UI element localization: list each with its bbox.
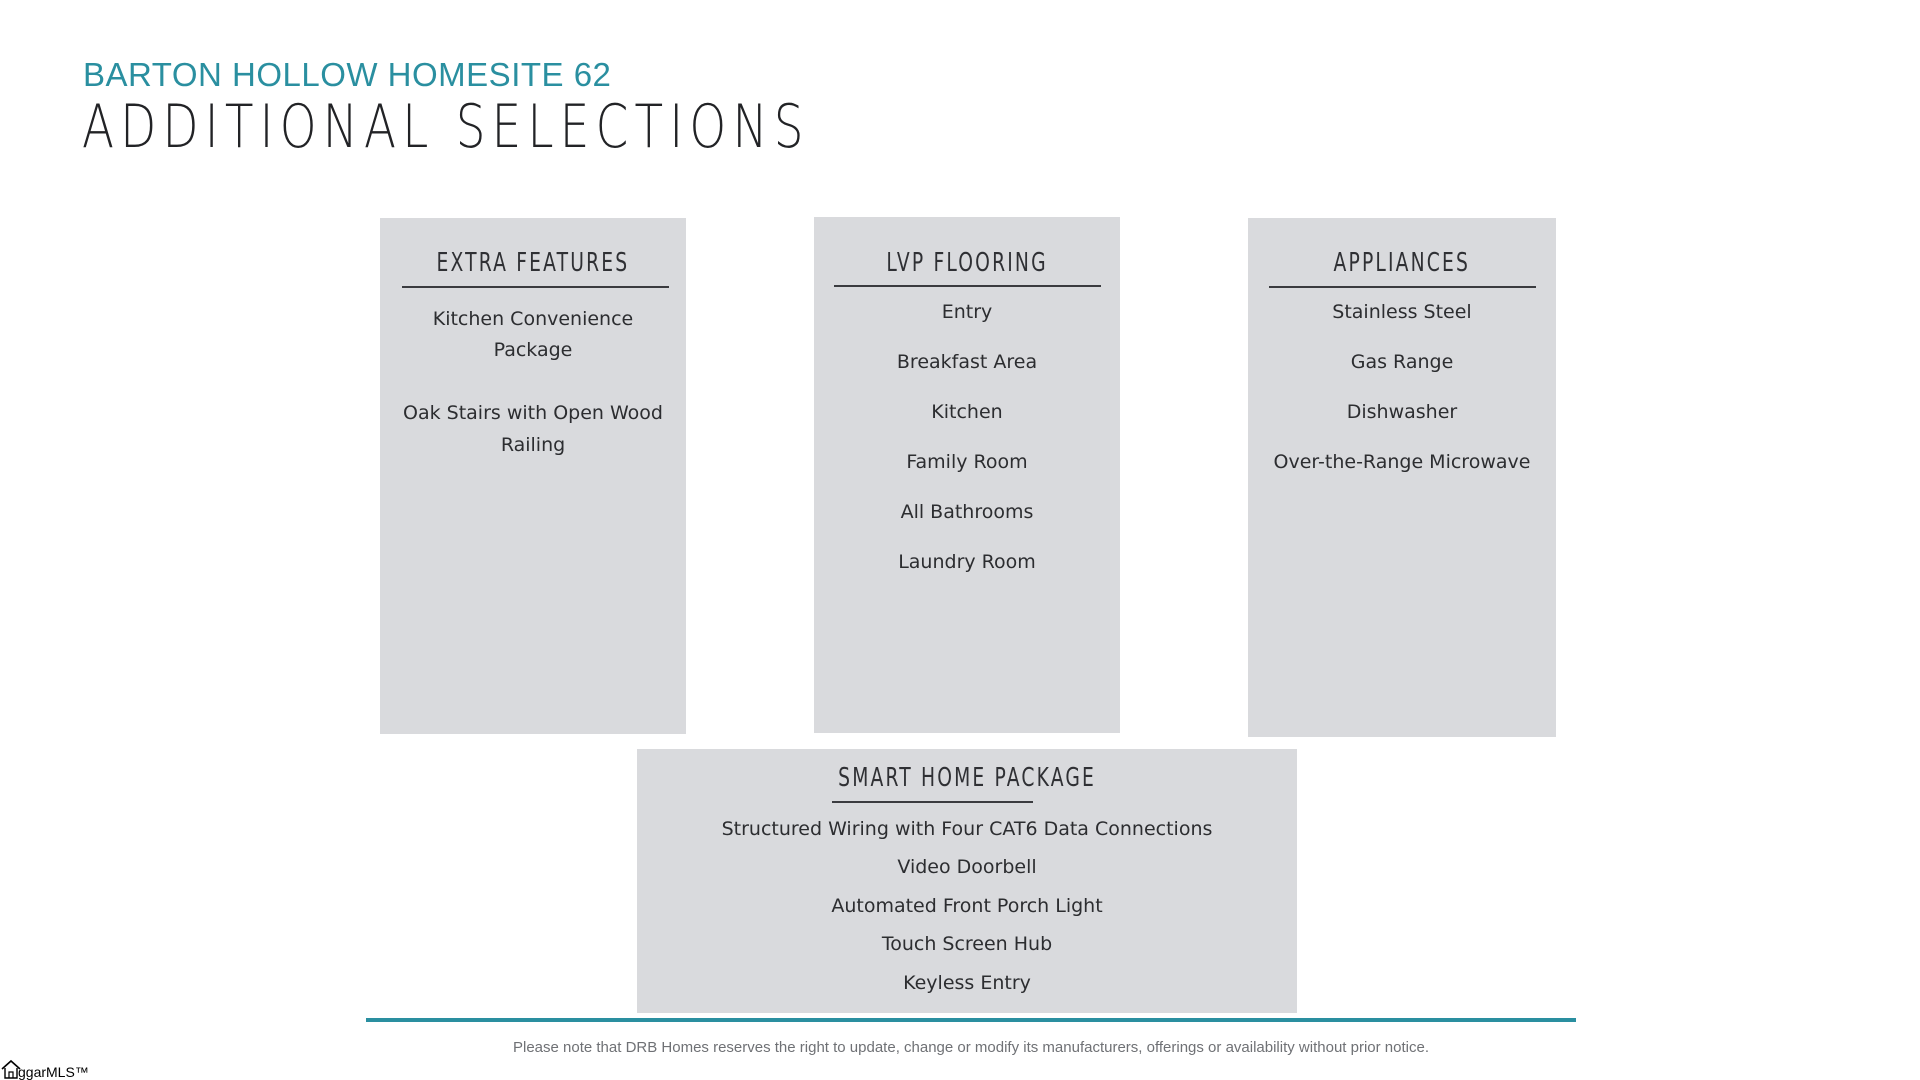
smart-home-panel [637,749,1297,1013]
lvp-flooring-divider [834,285,1101,287]
appliances-item: Dishwasher [1346,401,1458,423]
lvp-flooring-item: Kitchen [931,401,1003,423]
extra-features-item: Railing [500,434,566,456]
smart-home-item: Touch Screen Hub [881,933,1053,955]
smart-home-heading: SMART HOME PACKAGE [838,763,1096,793]
lvp-flooring-panel [814,217,1120,733]
smart-home-item: Structured Wiring with Four CAT6 Data Connections [721,818,1213,840]
smart-home-item: Keyless Entry [903,972,1031,994]
smart-home-item: Video Doorbell [897,856,1037,878]
appliances-item: Over-the-Range Microwave [1273,451,1531,473]
page-title: ADDITIONAL SELECTIONS [82,92,810,162]
extra-features-divider [402,286,669,288]
appliances-heading: APPLIANCES [1333,248,1471,278]
extra-features-item: Package [493,339,573,361]
appliances-panel [1248,218,1556,737]
lvp-flooring-item: Laundry Room [898,551,1036,573]
disclaimer-text: Please note that DRB Homes reserves the right to update, change or modify its manufacturers, offerings or availability without prior notice. [512,1039,1429,1056]
smart-home-item: Automated Front Porch Light [831,895,1103,917]
extra-features-item: Oak Stairs with Open Wood [403,402,663,424]
lvp-flooring-item: Family Room [906,451,1028,473]
lvp-flooring-item: Entry [941,301,993,323]
page-subtitle: BARTON HOLLOW HOMESITE 62 [83,56,612,93]
extra-features-heading: EXTRA FEATURES [436,248,630,278]
footer-divider [366,1018,1576,1022]
mls-logo [0,1058,89,1080]
extra-features-panel [380,218,686,734]
extra-features-item: Kitchen Convenience [432,308,634,330]
appliances-item: Gas Range [1350,351,1454,373]
lvp-flooring-item: Breakfast Area [896,351,1038,373]
appliances-item: Stainless Steel [1332,301,1472,323]
mls-logo-text: ggarMLS™ [18,1064,89,1080]
lvp-flooring-heading: LVP FLOORING [886,248,1048,278]
smart-home-divider [832,801,1033,803]
lvp-flooring-item: All Bathrooms [900,501,1034,523]
appliances-divider [1269,286,1536,288]
